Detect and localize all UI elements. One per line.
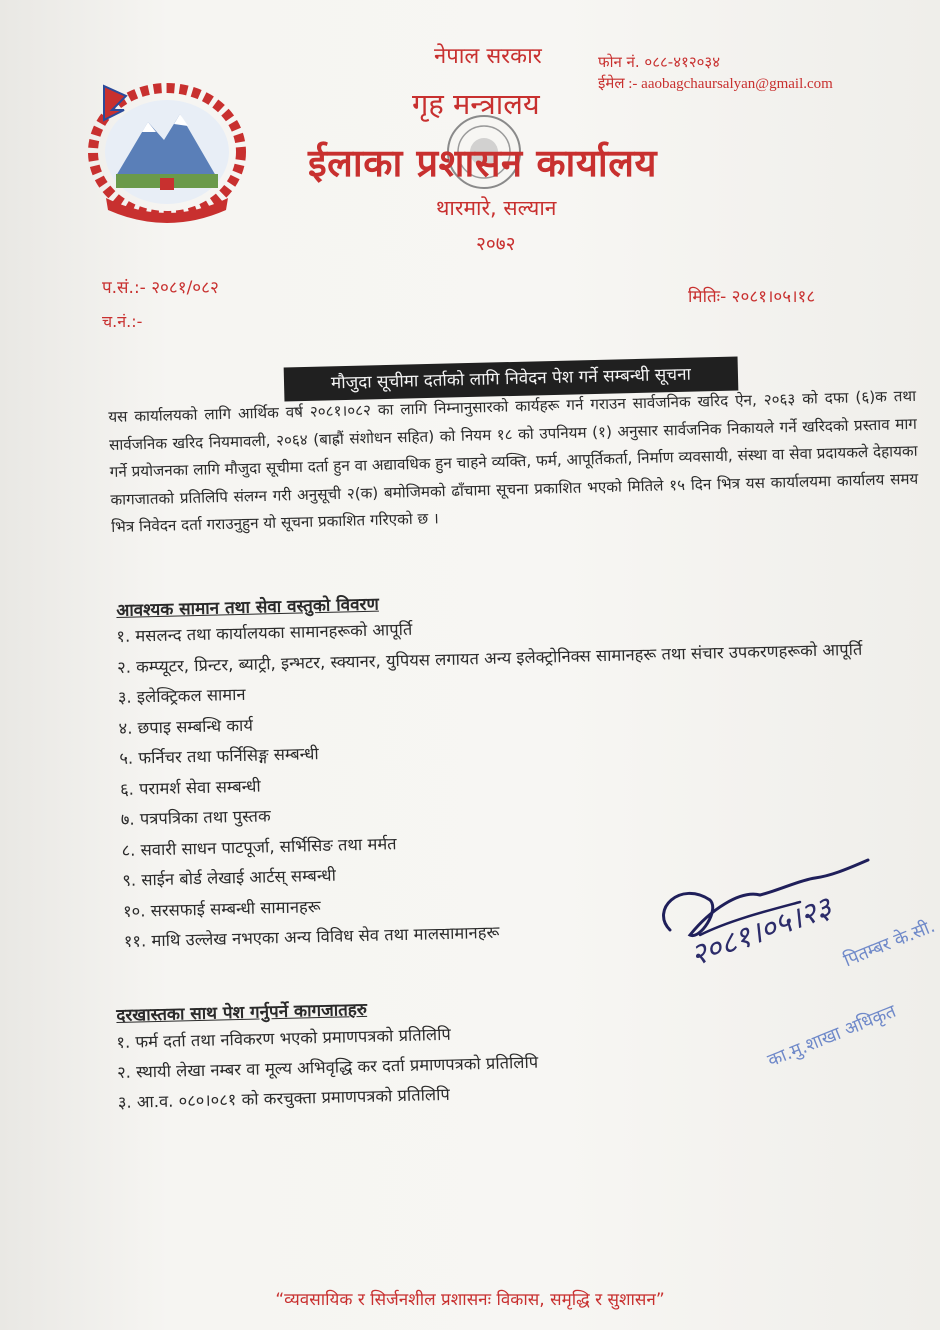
section-heading-items: आवश्यक सामान तथा सेवा वस्तुको विवरण (116, 594, 380, 621)
nepal-emblem-icon (76, 78, 258, 228)
notice-body: यस कार्यालयको लागि आर्थिक वर्ष २०८१।०८२ का लागि निम्नानुसारको कार्यहरू गर्न गराउन सार्वजनिक खरिद ऐन, २०६३ को दफा (६)क तथा सार्वजनिक खरिद नियमावली, २०६४ (बाह्रौं संशोधन सहित) को नियम १८ को उपनियम (१) अनुसार सार्वजनिक निकायले गर्ने खरिदको प्रस्ताव माग गर्ने प्रयोजनका लागि मौजुदा सूचीमा दर्ता हुन वा अद्यावधिक हुन चाहने व्यक्ति, फर्म, आपूर्तिकर्ता, निर्माण व्यवसायी, संस्था वा सेवा प्रदायकले देहायका कागजातको प्रतिलिपि संलग्न गरी अनुसूची २(क) बमोजिमको ढाँचामा सूचना प्रकाशित भएको मितिले १५ दिन भित्र यस कार्यालयमा कार्यालय समय भित्र निवेदन दर्ता गराउनुहुन यो सूचना प्रकाशित गरिएको छ । (108, 386, 919, 536)
list-item: ३. इलेक्ट्रिकल सामान (117, 684, 246, 707)
list-item: १. फर्म दर्ता तथा नविकरण भएको प्रमाणपत्रको प्रतिलिपि (116, 1024, 451, 1052)
list-item: १. मसलन्द तथा कार्यालयका सामानहरूको आपूर्ति (116, 619, 413, 646)
notice-date: मितिः- २०८१।०५।१८ (688, 287, 816, 307)
list-item: २. कम्प्यूटर, प्रिन्टर, ब्याट्री, इन्भटर, स्क्यानर, युपियस लगायत अन्य इलेक्ट्रोनिक्स सामानहरू तथा संचार उपकरणहरूको आपूर्ति (116, 639, 863, 677)
list-item: ६. परामर्श सेवा सम्बन्धी (119, 776, 261, 799)
office-location: थारमारे, सल्यान (436, 196, 557, 220)
list-item: ९. साईन बोर्ड लेखाई आर्टस् सम्बन्धी (122, 865, 337, 890)
stamp-name: पितम्बर के.सी. (840, 915, 939, 972)
office-name: ईलाका प्रशासन कार्यालय (308, 141, 658, 185)
reference-number: प.सं.:- २०८१/०८२ (102, 278, 219, 298)
list-item: ३. आ.व. ०८०।०८१ को करचुक्ता प्रमाणपत्रको प्रतिलिपि (117, 1084, 450, 1112)
office-motto: “व्यवसायिक र सिर्जनशील प्रशासनः विकास, समृद्धि र सुशासन” (275, 1290, 665, 1310)
government-name: नेपाल सरकार (434, 44, 542, 69)
office-year: २०७२ (476, 233, 516, 255)
list-item: ५. फर्निचर तथा फर्निसिङ्ग सम्बन्धी (119, 744, 319, 768)
ministry-name: गृह मन्त्रालय (412, 87, 540, 121)
stamp-title: का.मु.शाखा अधिकृत (764, 1000, 899, 1072)
list-item: २. स्थायी लेखा नम्बर वा मूल्य अभिवृद्धि कर दर्ता प्रमाणपत्रको प्रतिलिपि (116, 1052, 539, 1082)
list-item: १०. सरसफाई सम्बन्धी सामानहरू (122, 896, 321, 921)
email-address: ईमेल :- aaobagchaursalyan@gmail.com (598, 76, 833, 92)
list-item: ११. माथि उल्लेख नभएका अन्य विविध सेव तथा मालसामानहरू (123, 922, 500, 951)
list-item: ७. पत्रपत्रिका तथा पुस्तक (120, 806, 271, 829)
signature-date: २०८१।०५।२३ (685, 890, 837, 974)
list-item: ८. सवारी साधन पाटपूर्जा, सर्भिसिङ तथा मर्मत (121, 833, 397, 860)
documents-list (116, 1013, 718, 1118)
section-heading-documents: दरखास्तका साथ पेश गर्नुपर्ने कागजातहरु (116, 999, 368, 1026)
notice-title: मौजुदा सूचीमा दर्ताको लागि निवेदन पेश गर्ने सम्बन्धी सूचना (284, 356, 739, 401)
list-item: ४. छपाइ सम्बन्धि कार्य (118, 715, 254, 738)
phone-number: फोन नं. ०८८-४१२०३४ (598, 53, 721, 71)
dispatch-number: च.नं.:- (102, 312, 143, 331)
